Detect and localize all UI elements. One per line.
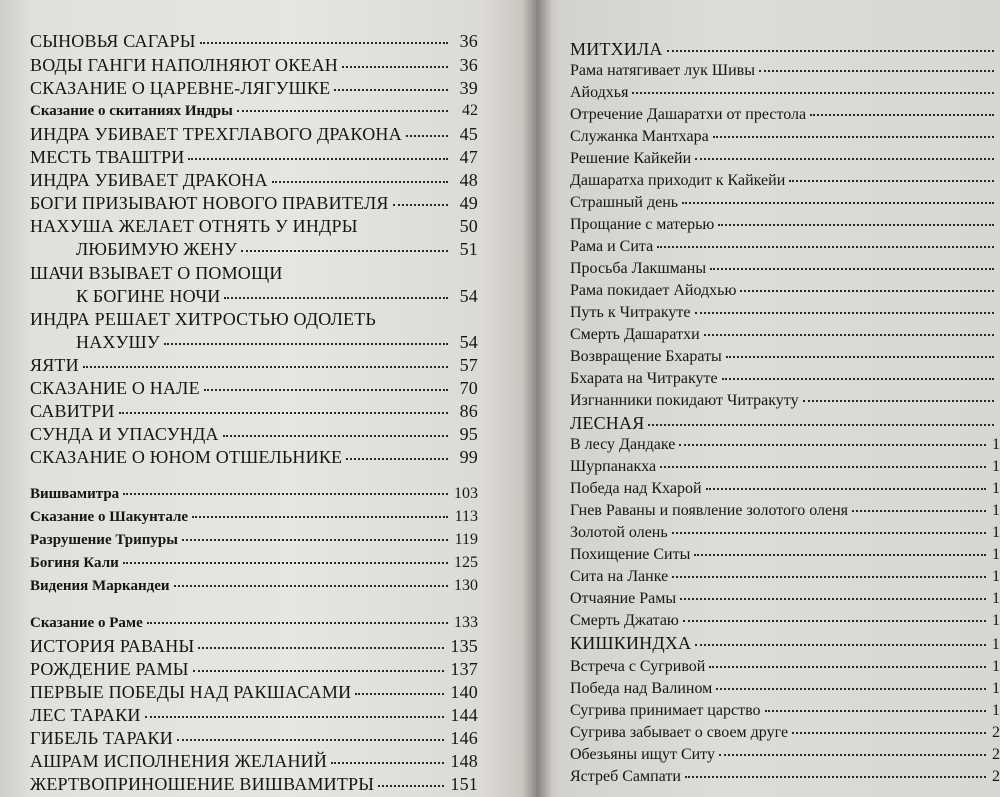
dot-leader [672,576,986,578]
toc-entry [570,280,1000,302]
toc-entry [570,412,1000,434]
dot-leader [709,666,986,668]
toc-entry-title: Рама покидает Айодхью [570,282,737,299]
toc-entry [570,434,1000,456]
toc-entry [570,700,1000,722]
toc-entry-page: 47 [459,147,478,167]
toc-entry [76,238,478,260]
toc-entry-title: ИНДРА РЕШАЕТ ХИТРОСТЬЮ ОДОЛЕТЬ [30,309,376,329]
dot-leader [123,562,448,564]
dot-leader [406,135,448,137]
dot-leader [123,493,448,495]
toc-entry [570,522,1000,544]
toc-entry [570,368,1000,390]
toc-entry-page: 99 [459,447,478,467]
toc-entry-title: ИНДРА УБИВАЕТ ДРАКОНА [30,170,268,190]
toc-entry-page: 54 [459,286,478,306]
toc-entry-page: 1 [992,480,1000,497]
toc-entry [570,632,1000,654]
toc-entry-page: 119 [454,531,478,548]
toc-entry-title: Дашаратха приходит к Кайкейи [570,172,786,189]
toc-entry-title: Сугрива забывает о своем друге [570,724,789,741]
toc-entry-page: 2 [992,768,1000,785]
dot-leader [683,620,986,622]
dot-leader [706,488,986,490]
toc-entry [570,236,1000,258]
toc-entry-page: 1 [992,524,1000,541]
toc-entry-title: Разрушение Трипуры [30,532,178,548]
dot-leader [198,647,444,649]
toc-entry-title: ЖЕРТВОПРИНОШЕНИЕ ВИШВАМИТРЫ [30,774,375,794]
dot-leader [648,424,994,426]
toc-entry [30,575,478,597]
toc-entry [30,146,478,168]
toc-entry-title: Смерть Джатаю [570,612,679,629]
dot-leader [713,136,994,138]
toc-entry-title: К БОГИНЕ НОЧИ [76,286,221,306]
toc-entry [30,529,478,551]
dot-leader [241,250,448,252]
dot-leader [177,739,444,741]
toc-entry-title: ЛЕС ТАРАКИ [30,705,141,725]
dot-leader [145,716,445,718]
dot-leader [188,158,448,160]
toc-entry [570,258,1000,280]
toc-entry [30,681,478,703]
dot-leader [759,70,994,72]
toc-entry-title: Сугрива принимает царство [570,702,761,719]
dot-leader [342,66,448,68]
toc-entry [570,104,1000,126]
toc-entry-title: СЫНОВЬЯ САГАРЫ [30,31,196,51]
toc-entry-title: Айодхья [570,84,629,101]
toc-entry-page: 103 [454,485,478,502]
dot-leader [632,92,994,94]
toc-entry [570,766,1000,788]
toc-entry-title: ЛЕСНАЯ [570,413,645,433]
toc-entry [570,656,1000,678]
toc-entry [570,390,1000,412]
toc-entry-page: 2 [992,746,1000,763]
toc-entry [570,678,1000,700]
right-page [536,0,1000,797]
toc-entry-title: Сказание о скитаниях Индры [30,103,233,119]
dot-leader [852,510,986,512]
toc-entry-page: 1 [992,436,1000,453]
dot-leader [119,412,448,414]
toc-entry-page: 148 [450,751,478,771]
toc-entry-title: Шурпанакха [570,458,657,475]
toc-entry-title: Богиня Кали [30,555,119,571]
dot-leader [182,539,448,541]
toc-entry [570,500,1000,522]
toc-entry-title: БОГИ ПРИЗЫВАЮТ НОВОГО ПРАВИТЕЛЯ [30,193,389,213]
toc-entry-page: 36 [459,31,478,51]
toc-entry [570,610,1000,632]
dot-leader [378,785,444,787]
dot-leader [789,180,994,182]
toc-entry [30,612,478,634]
dot-leader [174,585,449,587]
dot-leader [193,670,445,672]
toc-entry-page: 57 [459,355,478,375]
toc-entry [30,658,478,680]
toc-entry-page: 1 [992,502,1000,519]
toc-entry [570,722,1000,744]
dot-leader [331,762,444,764]
toc-entry [570,588,1000,610]
toc-entry-title: Встреча с Сугривой [570,658,706,675]
dot-leader [346,458,448,460]
dot-leader [710,268,994,270]
toc-entry [30,308,478,330]
toc-entry-title: Сказание о Раме [30,615,143,631]
toc-entry-title: НАХУША ЖЕЛАЕТ ОТНЯТЬ У ИНДРЫ [30,216,358,236]
toc-entry-title: Победа над Кхарой [570,480,702,497]
dot-leader [792,732,986,734]
dot-leader [726,356,994,358]
toc-entry-title: ГИБЕЛЬ ТАРАКИ [30,728,173,748]
toc-entry-page: 1 [992,458,1000,475]
dot-leader [334,89,448,91]
toc-entry-title: Страшный день [570,194,679,211]
toc-entry [30,215,478,237]
toc-entry [570,456,1000,478]
toc-entry-page: 1 [992,702,1000,719]
toc-entry [30,169,478,191]
toc-entry [570,478,1000,500]
toc-entry [570,302,1000,324]
toc-entry [570,214,1000,236]
toc-entry-page: 95 [459,424,478,444]
toc-entry [570,346,1000,368]
toc-entry [30,123,478,145]
toc-entry-title: Рама натягивает лук Шивы [570,62,755,79]
toc-entry [30,354,478,376]
toc-entry-title: Отчаяние Рамы [570,590,677,607]
toc-entry-title: МЕСТЬ ТВАШТРИ [30,147,185,167]
toc-entry [76,285,478,307]
toc-entry [570,544,1000,566]
toc-entry [30,100,478,122]
toc-entry-page: 49 [459,193,478,213]
dot-leader [722,378,994,380]
toc-entry-title: ИНДРА УБИВАЕТ ТРЕХГЛАВОГО ДРАКОНА [30,124,402,144]
toc-entry-page: 146 [450,728,478,748]
book-gutter [522,0,552,797]
toc-entry [30,30,478,52]
toc-entry [30,446,478,468]
toc-entry-page: 86 [459,401,478,421]
dot-leader [192,516,448,518]
toc-entry-title: Сказание о Шакунтале [30,509,189,525]
dot-leader [685,776,986,778]
toc-entry-title: Сита на Ланке [570,568,669,585]
dot-leader [660,466,986,468]
toc-entry [30,727,478,749]
toc-entry-page: 1 [992,590,1000,607]
dot-leader [765,710,986,712]
dot-leader [695,312,994,314]
toc-entry-title: Возвращение Бхараты [570,348,722,365]
toc-entry [570,566,1000,588]
dot-leader [147,622,448,624]
toc-entry [570,148,1000,170]
toc-entry-title: ЛЮБИМУЮ ЖЕНУ [76,239,238,259]
toc-entry-page: 1 [992,546,1000,563]
toc-entry [30,423,478,445]
toc-entry-page: 1 [992,658,1000,675]
dot-leader [224,297,448,299]
toc-entry-page: 48 [459,170,478,190]
toc-entry-title: ВОДЫ ГАНГИ НАПОЛНЯЮТ ОКЕАН [30,55,338,75]
toc-entry-title: МИТХИЛА [570,39,663,59]
toc-entry-page: 51 [459,239,478,259]
dot-leader [223,435,448,437]
toc-entry-title: Решение Кайкейи [570,150,692,167]
toc-entry-page: 151 [450,774,478,794]
toc-entry [570,82,1000,104]
toc-entry-title: СКАЗАНИЕ О ЮНОМ ОТШЕЛЬНИКЕ [30,447,343,467]
toc-entry-title: ЯЯТИ [30,355,79,375]
toc-entry-title: СУНДА И УПАСУНДА [30,424,219,444]
toc-entry [30,750,478,772]
toc-entry-page: 135 [450,636,478,656]
dot-leader [719,754,986,756]
toc-entry-page: 113 [454,508,478,525]
toc-entry-title: В лесу Дандаке [570,436,676,453]
dot-leader [682,202,994,204]
toc-entry-page: 42 [462,102,478,119]
toc-entry-title: Обезьяны ищут Ситу [570,746,715,763]
toc-entry [570,38,1000,60]
toc-entry-title: Бхарата на Читракуте [570,370,718,387]
toc-entry [570,744,1000,766]
toc-entry-title: ПЕРВЫЕ ПОБЕДЫ НАД РАКШАСАМИ [30,682,352,702]
toc-entry [30,192,478,214]
toc-entry-title: Ястреб Сампати [570,768,681,785]
toc-entry [30,77,478,99]
toc-entry [30,704,478,726]
dot-leader [810,114,994,116]
toc-entry-title: СКАЗАНИЕ О ЦАРЕВНЕ-ЛЯГУШКЕ [30,78,331,98]
toc-entry [76,331,478,353]
dot-leader [164,343,448,345]
toc-entry-title: СКАЗАНИЕ О НАЛЕ [30,378,200,398]
toc-entry-page: 1 [991,636,1000,653]
dot-leader [704,334,994,336]
toc-entry [30,506,478,528]
toc-entry-page: 50 [459,216,478,236]
dot-leader [657,246,994,248]
toc-entry [30,773,478,795]
toc-entry-title: АШРАМ ИСПОЛНЕНИЯ ЖЕЛАНИЙ [30,751,328,771]
toc-entry-title: Служанка Мантхара [570,128,709,145]
dot-leader [803,400,994,402]
toc-entry [30,552,478,574]
toc-entry-title: Вишвамитра [30,486,120,502]
toc-entry-title: Путь к Читракуте [570,304,691,321]
toc-entry [30,54,478,76]
dot-leader [667,50,994,52]
toc-entry [30,400,478,422]
dot-leader [680,598,986,600]
toc-entry-page: 130 [454,577,478,594]
toc-entry [570,126,1000,148]
toc-entry-title: Золотой олень [570,524,668,541]
toc-entry-title: Рама и Сита [570,238,654,255]
toc-entry [30,483,478,505]
dot-leader [718,224,994,226]
toc-entry-title: НАХУШУ [76,332,160,352]
toc-entry-page: 133 [454,614,478,631]
toc-entry-page: 45 [459,124,478,144]
toc-entry [570,170,1000,192]
toc-entry-title: Отречение Дашаратхи от престола [570,106,807,123]
toc-entry [570,192,1000,214]
dot-leader [237,110,448,112]
dot-leader [393,204,448,206]
dot-leader [200,42,448,44]
toc-entry-title: САВИТРИ [30,401,115,421]
dot-leader [716,688,986,690]
toc-entry-page: 36 [459,55,478,75]
dot-leader [695,644,986,646]
toc-entry-title: Изгнанники покидают Читракуту [570,392,799,409]
toc-entry-page: 144 [450,705,478,725]
toc-entry-page: 137 [450,659,478,679]
toc-entry [30,377,478,399]
dot-leader [355,693,444,695]
dot-leader [740,290,994,292]
toc-entry [570,60,1000,82]
toc-entry-page: 1 [992,568,1000,585]
dot-leader [679,444,986,446]
dot-leader [672,532,986,534]
toc-entry-page: 125 [454,554,478,571]
toc-entry-title: Гнев Раваны и появление золотого оленя [570,502,848,519]
toc-entry [570,324,1000,346]
toc-entry-page: 1 [992,612,1000,629]
toc-entry-title: ИСТОРИЯ РАВАНЫ [30,636,195,656]
toc-entry-title: Просьба Лакшманы [570,260,707,277]
toc-entry-title: КИШКИНДХА [570,633,692,653]
toc-entry-page: 1 [992,680,1000,697]
toc-entry-page: 54 [459,332,478,352]
toc-entry-page: 140 [450,682,478,702]
toc-entry-title: Видения Маркандеи [30,578,170,594]
toc-entry-page: 39 [459,78,478,98]
toc-entry-title: Похищение Ситы [570,546,691,563]
toc-entry-title: РОЖДЕНИЕ РАМЫ [30,659,189,679]
dot-leader [204,389,448,391]
toc-entry [30,635,478,657]
toc-entry-title: Прощание с матерью [570,216,715,233]
toc-entry-title: Смерть Дашаратхи [570,326,700,343]
toc-entry [30,262,478,284]
dot-leader [83,366,448,368]
dot-leader [272,181,448,183]
dot-leader [694,554,986,556]
dot-leader [695,158,994,160]
toc-entry-page: 70 [459,378,478,398]
toc-entry-title: ШАЧИ ВЗЫВАЕТ О ПОМОЩИ [30,263,283,283]
toc-entry-title: Победа над Валином [570,680,713,697]
toc-entry-page: 2 [992,724,1000,741]
